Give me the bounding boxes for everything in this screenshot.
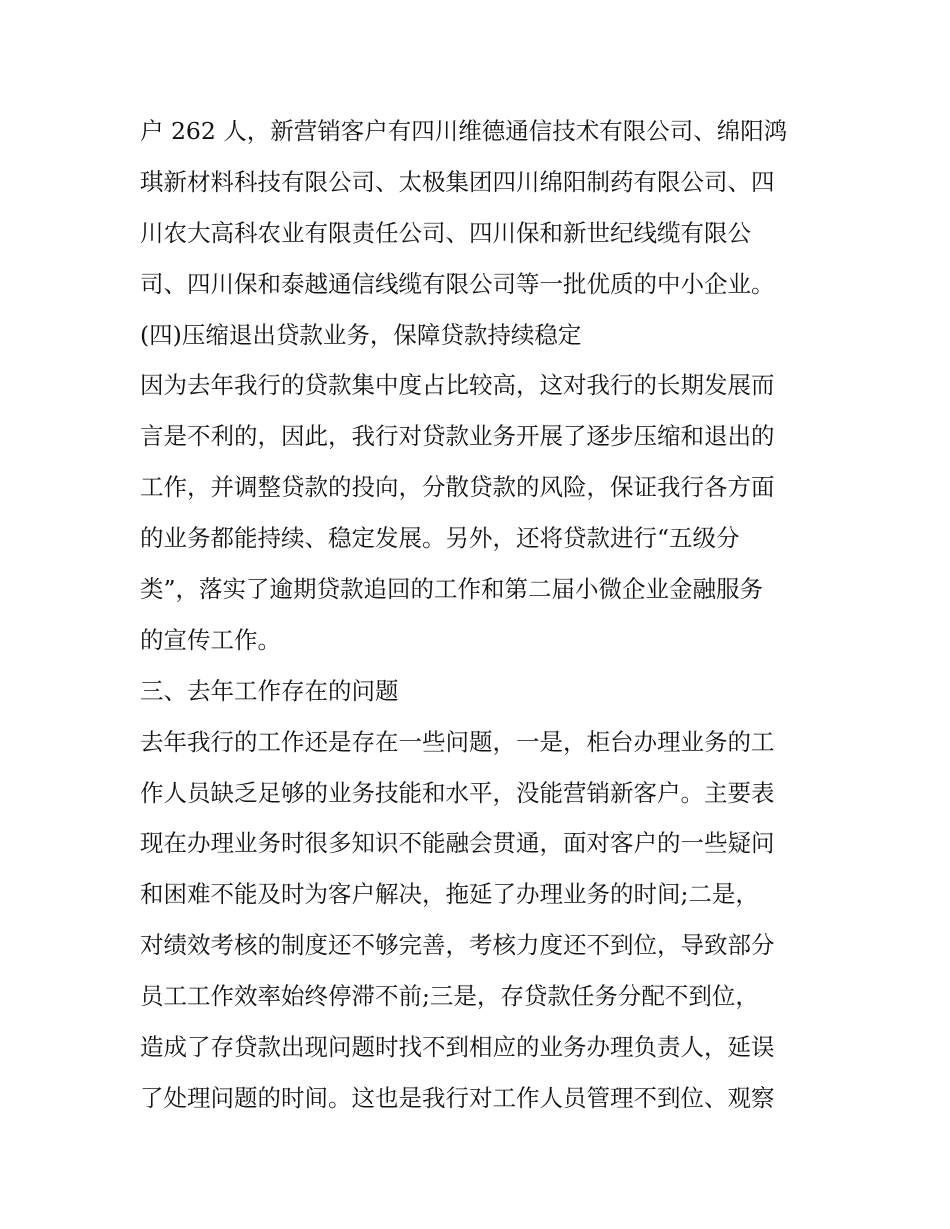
document-body [140,106,820,1124]
text-line: 对绩效考核的制度还不够完善，考核力度还不到位，导致部分 [140,931,775,960]
text-line: 言是不利的，因此，我行对贷款业务开展了逐步压缩和退出的 [140,422,775,451]
text-line: 员工工作效率始终停滞不前;三是，存贷款任务分配不到位， [140,982,759,1011]
text-line: 琪新材料科技有限公司、太极集团四川绵阳制药有限公司、四 [140,167,775,196]
text-line: 造成了存贷款出现问题时找不到相应的业务办理负责人，延误 [140,1033,775,1062]
text-line: 作人员缺乏足够的业务技能和水平，没能营销新客户。主要表 [140,778,775,807]
text-line: 了处理问题的时间。这也是我行对工作人员管理不到位、观察 [140,1083,775,1112]
text-line: 户 262 人，新营销客户有四川维德通信技术有限公司、绵阳鸿 [140,117,788,145]
text-line: 和困难不能及时为客户解决，拖延了办理业务的时间;二是， [140,880,759,909]
text-line: 现在办理业务时很多知识不能融会贯通，面对客户的一些疑问 [140,829,775,858]
text-line: 去年我行的工作还是存在一些问题，一是，柜台办理业务的工 [140,727,775,756]
text-line: 的业务都能持续、稳定发展。另外，还将贷款进行“五级分 [140,524,740,553]
section-heading: 三、去年工作存在的问题 [140,676,399,705]
text-line: 工作，并调整贷款的投向，分散贷款的风险，保证我行各方面 [140,473,775,502]
text-line: 司、四川保和泰越通信线缆有限公司等一批优质的中小企业。 [140,269,775,298]
text-line: 川农大高科农业有限责任公司、四川保和新世纪线缆有限公 [140,218,751,247]
text-line: 因为去年我行的贷款集中度占比较高，这对我行的长期发展而 [140,371,775,400]
text-line: 类”，落实了逾期贷款追回的工作和第二届小微企业金融服务 [140,575,764,604]
text-line: 的宣传工作。 [140,625,281,654]
section-heading: (四)压缩退出贷款业务，保障贷款持续稳定 [140,320,582,349]
